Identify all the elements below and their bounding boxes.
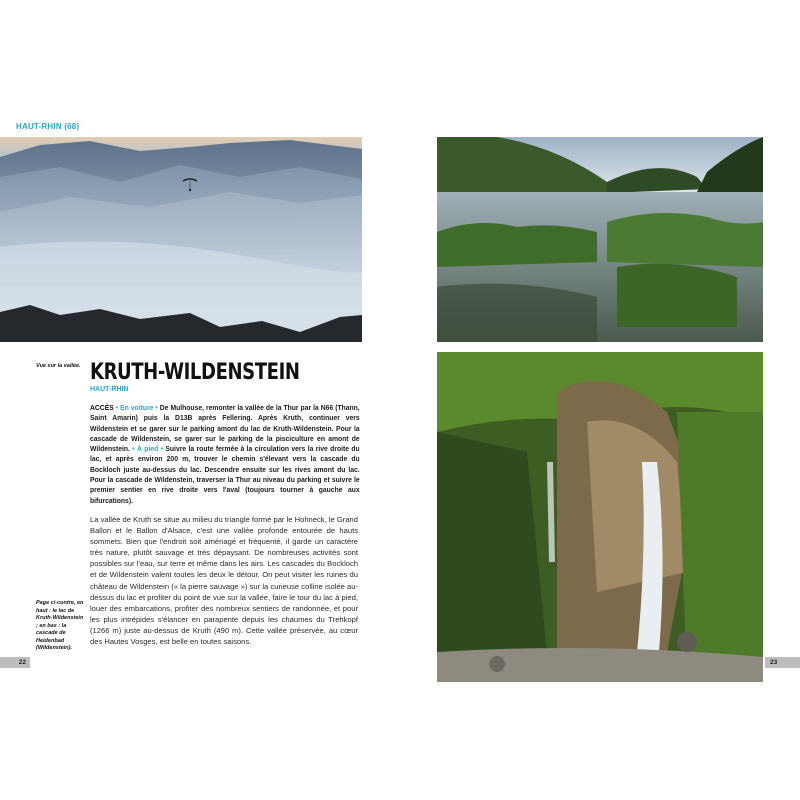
access-section (90, 403, 360, 506)
car-directions: De Mulhouse, remonter la vallée de la Thur par la N66 (Thann, Saint Amarin) puis la D13B après Fellering. Après Kruth, continuer vers Wildenstein et se garer sur le parking amont du lac de Kruth-Wildenstein. Pour la cascade de Wildenstein, se garer sur le parking de la pisciculture en amont de Wildenstein. (90, 403, 360, 454)
article-subtitle: HAUT-RHIN (90, 386, 129, 393)
foot-mode-label: • À pied • (132, 444, 166, 454)
waterfall-photo (437, 352, 763, 682)
foot-directions: Suivre la route fermée à la circulation vers la rive droite du lac, et après environ 200 m, trouver le chemin s'élevant vers la cascade du Bockloch juste au-dessus du lac. Descendre ensuite sur les rives amont du lac. Pour la cascade de Wildenstein, traverser la Thur au niveau du parking et suivre le premier sentier en rive droite vers l'aval (toujours tourner à gauche aux bifurcations). (90, 444, 360, 505)
access-label: ACCÈS (90, 403, 116, 412)
article-title: KRUTH-WILDENSTEIN (90, 360, 300, 385)
article-body: La vallée de Kruth se situe au milieu du triangle formé par le Hohneck, le Grand Ballon et le Ballon d'Alsace, c'est une vallée profonde entourée de hauts sommets. Bien que l'endroit soit aménagé et fréquenté, il garde un caractère très nature, plutôt sauvage et très dépaysant. De nombreuses activités sont possibles sur l'eau, sur terre et même dans les airs. Les cascades du Bockloch et de Wildenstein valent toutes les deux le détour. On peut visiter les ruines du château de Wildenstein (« la pierre sauvage ») sur la curieuse colline isolée au-dessus du lac et profiter du point de vue sur la vallée, faire le tour du lac à pied, louer des embarcations, profiter des nombreux sentiers de randonnée, et pour les plus intrépides s'élancer en parapente depuis les chaumes du Trehkopf (1266 m) juste au-dessus de Kruth (490 m). Cette vallée préservée, au cœur des Hautes Vosges, est belle en toutes saisons. (90, 515, 358, 647)
lake-photo (437, 137, 763, 342)
car-mode-label: • En voiture • (115, 403, 160, 412)
photo-caption-valley: Vue sur la vallée. (36, 363, 81, 369)
valley-photo (0, 137, 362, 342)
page-number-right: 23 (765, 657, 800, 668)
page-number-left: 22 (0, 657, 30, 668)
photo-caption-right-page: Page ci-contre, en haut : le lac de Kruth-Wildenstein ; en bas : la cascade de Heidenbad (Wildenstein). (36, 600, 84, 651)
running-head: HAUT-RHIN (68) (16, 122, 80, 131)
